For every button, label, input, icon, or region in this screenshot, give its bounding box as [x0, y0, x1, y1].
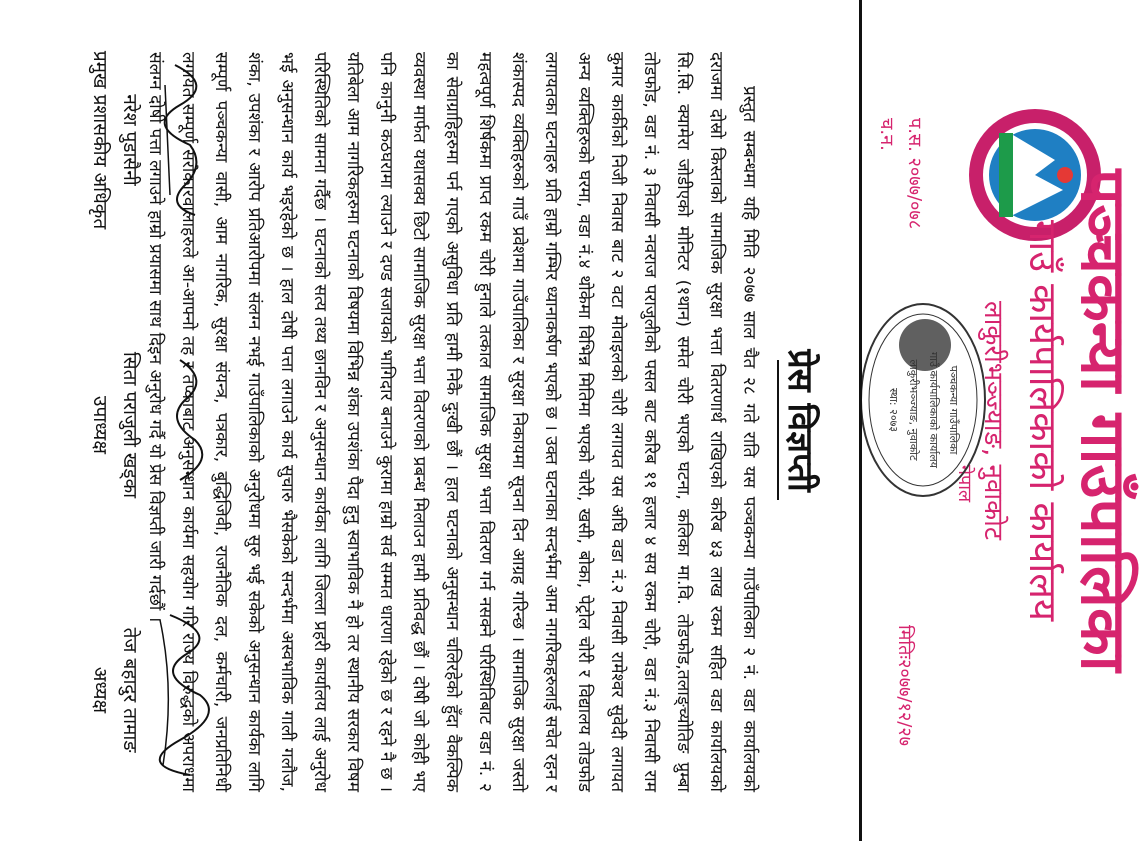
office-name: पञ्चकन्या गाउँपालिका [1067, 169, 1140, 672]
stamp-line: पञ्चकन्या गाउँपालिका [947, 365, 960, 455]
signature-mark [145, 45, 235, 225]
signature-mark [145, 600, 235, 780]
signature-mark [145, 330, 235, 510]
body-paragraph: प्रस्तुत सम्बन्धमा यहि मिति २०७७ साल चैत २८ गते राति यस पञ्चकन्या गाउँपालिका २ नं. वडा कार्यालयको दराजमा दोस्रो किस्ताको सामाजिक सुरक्षा भत्ता वितरणार्थ राखिएको करिब ४३ लाख रकम सहित वडा कार्यालयको सि.सि. क्यामेरा जोडीएको मोनिटर (१थान) समेत चोरी भएको घटना, कलिका मा.वि. तोडफोड,तलाङ्च्योतिङ प्रुम्बा तोडफोड, वडा नं. ३ निवासी नवराज पराजुलीको पसल बाट करिब ११ हजार ४ सय रकम चोरी, वडा नं.३ निवासी राम कुमार कार्कीको निजी निवास बाट २ वटा मोवाइलको चोरी लगायत यस अघि वडा नं.२ निवासी रामेश्वर सुवेदी लगायत अन्य व्यक्तिहरुको घरमा, वडा नं.४ थोकेमा विभिन्न मितिमा भएको चोरी, खसी, बोका, पेट्रोल चोरी र विद्यालय तोडफोड लगायतका घटनाहरु प्रति हाम्रो गम्भिर ध्यानाकर्षण भएको छ । उक्त घटनाका सन्दर्भमा आम नागरिकहरुलाई सचेत रहन र शंकास्पद व्यक्तिहरुको गाउँ प्रवेशमा गाउँपालिका र सुरक्षा निकायमा सूचना दिन आग्रह गरिन्छ । सामाजिक सुरक्षा जस्तो महत्वपूर्ण शिर्षकमा प्राप्त रकम चोरी हुनाले तत्काल सामाजिक सुरक्षा भत्ता वितरण गर्न नसक्ने परिस्थितिबाट वडा नं. २ का सेवाग्राहिहरुमा पर्न गएको असुविधा प्रति हामी निकै दुःखी छौं । हाल घटनाको अनुसन्धान चलिरहेको हुँदा वैकल्पिक व्यवस्था मार्फत यथासक्य छिटो सामाजिक सुरक्षा भत्ता वितरणको प्रबन्ध मिलाउन हामी प्रतिवद्ध छौं । दोषी जो कोही भए पनि कानुनी कठघरामा ल्याउने र दण्ड सजायको भागिदार बनाउने कुरामा हाम्रो सर्व सम्मत धारणा रहेको छ र रहने नै छ । यतिबेला आम नागरिकहरुमा घटनाको विषयमा विभिन्न शंका उपशंका पैदा हुनु स्वाभाविक नै हो तर स्थानीय सरकार विषम परिस्थितिको सामना गर्दैछ । घटनाको सत्य तथ्य छानविन र अनुसन्धान कार्यका लागि जिल्ला प्रहरी कार्यालय लाई अनुरोध भई अनुसन्धान कार्य भइरहेको छ । हाल दोषी पत्ता लगाउने कार्य सुचारु भैसकेको सन्दर्भमा अस्वभाविक गाली गलौज, शंका, उपशंका र आरोप प्रतिआरोपमा संलग्न नभई गाउँपालिकाको अनुरोधमा सुरु भई सकेको अनुसन्धान कार्यका लागि सम्पूर्ण पञ्चकन्या वासी, आम नागरिक, सुरक्षा संयन्त्र, पत्रकार, बुद्धिजिवी, राजनैतिक दल, कर्मचारी, जनप्रतिनिधी लगायत सम्पूर्ण सरोकारवालाहरुले आ-आफ्नो तह र तप्काबाट अनुसन्धान कार्यमा सहयोग गरि राज्य विरुद्धको अपराधमा संलग्न दोषी पत्ता लगाउने हाम्रो प्रयासमा साथ दिइन अनुरोध गर्दै यो प्रेस विज्ञप्ती जारी गर्दछौं । [145, 52, 759, 792]
dispatch-number: च.न. [876, 118, 897, 151]
signatory-role: अध्यक्ष [89, 666, 111, 714]
reference-number: प.स. २०७७/०७८ [904, 118, 925, 230]
office-address: लाकुरीभञ्ज्याङ, नुवाकोट [978, 301, 1008, 540]
signature-block [85, 30, 145, 250]
page-title: प्रेस विज्ञप्ती [780, 349, 820, 492]
signatory-name: सिता पराजुली खड्का [119, 351, 141, 499]
signature-block [85, 580, 145, 800]
letter-date: मितिः२०७७/१२/२७ [894, 625, 915, 746]
stamp-line: लाकुरीभञ्ज्याङ, नुवाकोट [907, 359, 920, 461]
title-underline [777, 360, 779, 500]
signatory-name: नरेश पुडासैनी [119, 94, 141, 186]
header-divider [859, 0, 862, 841]
signatory-name: तेज बहादुर तामाङ [119, 627, 141, 753]
signature-block [85, 315, 145, 535]
office-stamp [855, 300, 990, 503]
office-country: नेपाल [954, 465, 975, 503]
signatory-role: उपाध्यक्ष [89, 396, 111, 454]
office-subtitle: गाउँ कार्यपालिकाको कार्यालय [1021, 219, 1065, 622]
signatory-role: प्रमुख प्रशासकीय अधिकृत [89, 50, 111, 230]
stamp-line: स्था: २०७३ [887, 387, 900, 433]
stamp-line: गाउँ कार्यपालिकाको कार्यालय [927, 351, 940, 469]
